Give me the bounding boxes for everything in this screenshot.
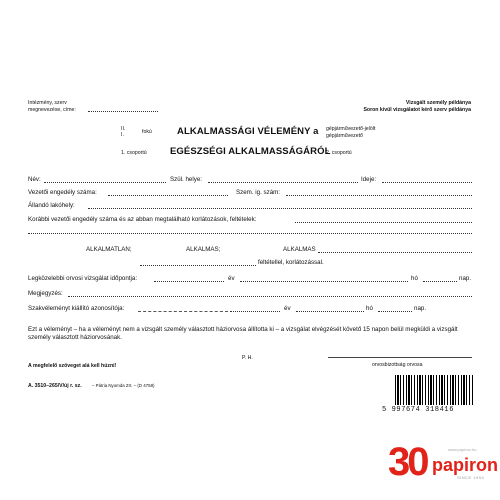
license-number-field[interactable] <box>108 195 228 196</box>
stamp-label: P. H. <box>242 355 253 361</box>
title-line-2: EGÉSZSÉGI ALKALMASSÁGÁRÓL <box>170 146 331 157</box>
previous-license-field[interactable] <box>295 222 472 223</box>
license-number-label: Vezetői engedély száma: <box>28 189 97 196</box>
next-exam-day-field[interactable] <box>423 281 457 282</box>
logo-since: SINCE 1994 <box>457 475 485 480</box>
group-2-label: 2. csoportú <box>326 150 352 156</box>
name-field[interactable] <box>44 182 166 183</box>
signature-label: orvosbizottság orvosa <box>372 362 423 368</box>
birthplace-label: Szül. helye: <box>170 176 202 183</box>
expert-day-field[interactable] <box>378 311 412 312</box>
institution-label-2: megnevezése, címe: <box>28 107 76 113</box>
previous-license-field-2[interactable] <box>28 233 472 234</box>
logo-url: www.papiron.hu <box>448 447 477 452</box>
expert-id-field[interactable] <box>138 311 228 312</box>
notes-label: Megjegyzés: <box>28 290 63 297</box>
next-exam-day-label: nap. <box>459 275 472 282</box>
next-exam-year-field[interactable] <box>154 281 224 282</box>
degree-label: fokú <box>142 129 152 135</box>
next-exam-month-label: hó <box>411 275 418 282</box>
conditions-field[interactable] <box>318 252 472 253</box>
previous-license-label: Korábbi vezetői engedély száma és az abban megtalálható korlátozások, feltételek: <box>28 216 257 223</box>
expert-year-label: év <box>284 305 291 312</box>
option-fit-conditional[interactable]: ALKALMAS <box>283 246 316 253</box>
papiron-logo <box>388 442 496 492</box>
birthtime-label: Ideje: <box>361 176 377 183</box>
strike-note: A megfelelő szöveget alá kell húzni! <box>28 363 117 369</box>
barcode-number: 5 997674 318416 <box>382 406 455 414</box>
expert-month-field[interactable] <box>296 311 364 312</box>
option-fit[interactable]: ALKALMAS; <box>186 246 221 253</box>
expert-id-label: Szakvéleményt kiállító azonosítója: <box>28 305 125 312</box>
next-exam-month-field[interactable] <box>240 281 408 282</box>
expert-month-label: hó <box>366 305 373 312</box>
conditions-field-2[interactable] <box>140 265 256 266</box>
barcode-image <box>395 375 473 405</box>
option-unfit[interactable]: ALKALMATLAN; <box>86 246 132 253</box>
copy-label-1: Vizsgált személy példánya <box>405 100 471 106</box>
birthplace-field[interactable] <box>208 182 358 183</box>
id-number-label: Szem. ig. szám: <box>236 189 281 196</box>
next-exam-year-label: év <box>228 275 235 282</box>
notes-field[interactable] <box>68 296 472 297</box>
copy-label-2: Soron kívül vizsgálatot kérő szerv példánya <box>363 107 471 113</box>
address-field[interactable] <box>88 208 472 209</box>
degree-roman-2: II. <box>121 126 126 132</box>
degree-roman-1: I. <box>121 132 124 138</box>
id-number-field[interactable] <box>286 195 472 196</box>
signature-line[interactable] <box>328 357 472 358</box>
birthtime-field[interactable] <box>382 182 472 183</box>
institution-dotline <box>88 111 158 112</box>
institution-label-1: Intézmény, szerv <box>28 100 67 106</box>
expert-day-label: nap. <box>414 305 427 312</box>
driver-candidate-label: gépjárművezető-jelölt <box>326 126 376 132</box>
driver-label: gépjárművezető <box>326 133 363 139</box>
form-code: A. 3510–265/V/új r. sz. <box>28 383 82 389</box>
logo-30: 30 <box>388 440 427 484</box>
logo-brand: papiron <box>432 455 498 475</box>
title-line-1: ALKALMASSÁGI VÉLEMÉNY a <box>177 126 319 137</box>
name-label: Név: <box>28 176 41 183</box>
next-exam-label: Legközelebbi orvosi vizsgálat időpontja: <box>28 275 138 282</box>
expert-year-field[interactable] <box>230 311 280 312</box>
address-label: Állandó lakóhely: <box>28 202 75 209</box>
group-1-label: 1. csoportú <box>121 150 147 156</box>
conditions-label: feltétellel, korlátozással. <box>258 259 324 266</box>
publisher: – Pátria Nyomda Zrt. – (D 4758) <box>92 383 155 388</box>
forwarding-paragraph: Ezt a véleményt – ha a véleményt nem a vizsgált személy választott háziorvosa állította ki – a vizsgálat elvégzését követő 15 napon belül megküldi a vizsgált személy választott háziorvosának. <box>28 326 458 341</box>
